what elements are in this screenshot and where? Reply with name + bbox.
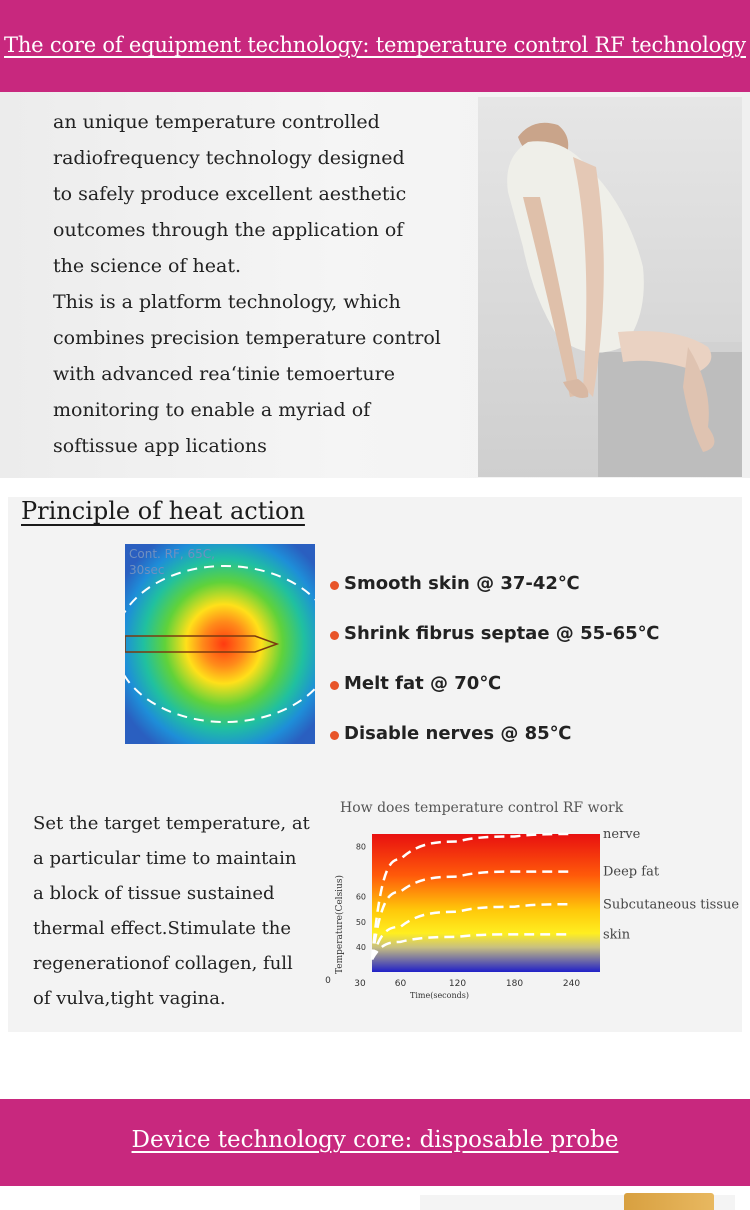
bullet-dot-icon [330,581,339,590]
x-tick-label: 60 [394,979,407,989]
x-tick-label: 120 [448,979,467,989]
intro-line: an unique temperature controlled [53,111,380,133]
list-item [330,723,659,773]
bullet-dot-icon [330,731,339,740]
bullet-text: Smooth skin @ 37-42℃ [344,573,580,594]
principle-title: Principle of heat action [21,497,305,525]
chart-ylabel: Temperature(Celsius) [335,875,345,974]
header-banner [0,0,750,92]
heat-diagram-graphic [125,544,315,744]
text-line: regenerationof collagen, full [33,953,293,974]
y-tick-label: 80 [355,842,366,852]
y-tick-label: 50 [355,917,366,927]
bullet-text: Shrink fibrus septae @ 55-65℃ [344,623,660,644]
x-tick-label: 180 [505,979,524,989]
text-line: a particular time to maintain [33,848,297,869]
bullet-text: Disable nerves @ 85℃ [344,723,572,744]
target-temperature-text [33,806,310,1016]
y-tick-label: 40 [355,942,366,952]
chart-xlabel: Time(seconds) [410,991,469,1000]
intro-line: This is a platform technology, which [53,291,401,313]
series-label: nerve [603,827,641,842]
section-banner [0,1099,750,1186]
intro-line: radiofrequency technology designed [53,147,405,169]
intro-line: outcomes through the application of [53,219,404,241]
bullet-dot-icon [330,631,339,640]
x-tick-label: 240 [562,979,581,989]
header-title: The core of equipment technology: temperature control RF technology [4,33,746,57]
list-item [330,623,659,673]
heatmap-label-line1: Cont. RF, 65C, [129,547,215,561]
heat-action-list [330,573,659,773]
intro-line: monitoring to enable a myriad of [53,399,371,421]
bullet-text: Melt fat @ 70℃ [344,673,502,694]
list-item [330,573,659,623]
series-label: skin [603,927,631,943]
series-label: Subcutaneous tissue [603,897,740,913]
text-line: of vulva,tight vagina. [33,988,226,1009]
x-tick-label: 30 [354,979,366,989]
bullet-dot-icon [330,681,339,690]
series-label: Deep fat [603,864,660,880]
x-tick-label: 0 [325,976,331,986]
intro-line: to safely produce excellent aesthetic [53,183,407,205]
section-banner-title: Device technology core: disposable probe [131,1127,619,1153]
text-line: thermal effect.Stimulate the [33,918,292,939]
temperature-chart [320,826,750,1006]
chart-title: How does temperature control RF work [340,800,624,816]
model-photo-illustration [478,97,742,477]
text-line: a block of tissue sustained [33,883,275,904]
probe-image [624,1193,714,1210]
intro-line: combines precision temperature control [53,327,441,349]
intro-text [53,104,441,464]
y-tick-label: 60 [355,892,366,902]
intro-line: the science of heat. [53,255,242,277]
model-photo [478,97,742,477]
heat-diagram [125,544,315,744]
text-line: Set the target temperature, at [33,813,310,834]
intro-line: with advanced rea‘tinie temoerture [53,363,395,385]
list-item [330,673,659,723]
heatmap-label-line2: 30sec [129,563,165,577]
intro-line: softissue app lications [53,435,267,457]
